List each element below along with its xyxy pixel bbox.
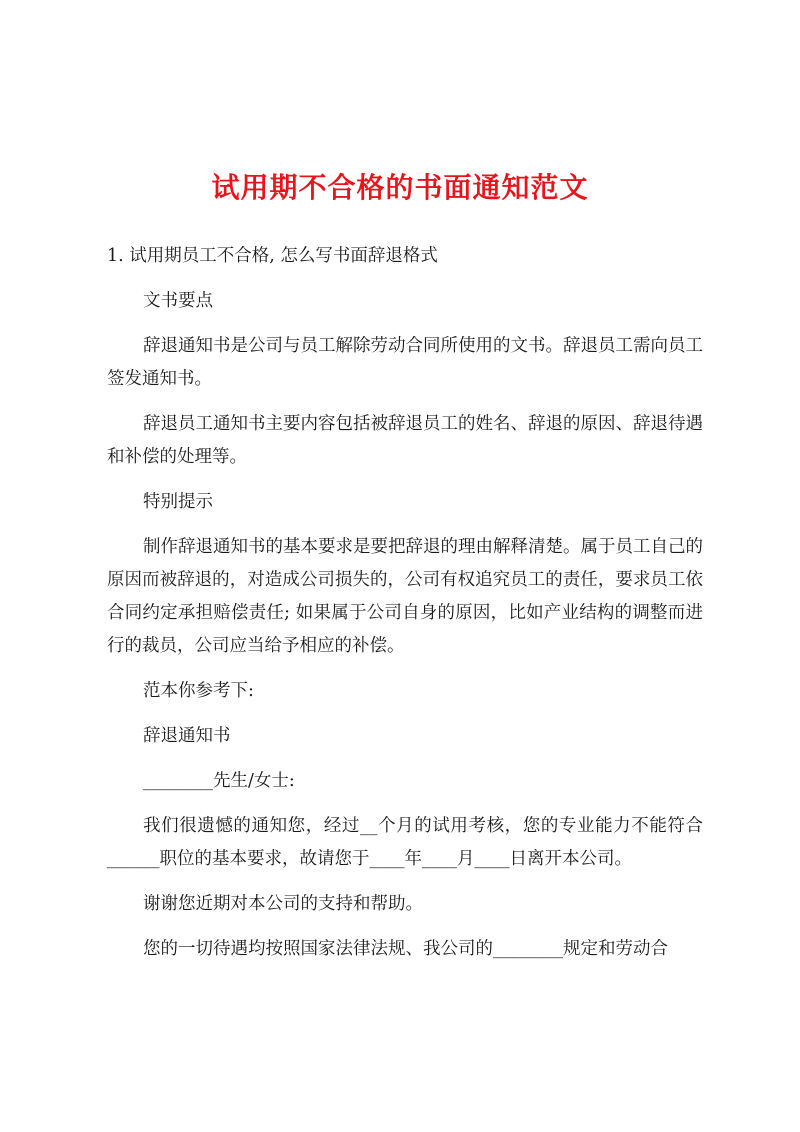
paragraph-requirements: 制作辞退通知书的基本要求是要把辞退的理由解释清楚。属于员工自己的原因而被辞退的，对造成公司损失的，公司有权追究员工的责任，要求员工依合同约定承担赔偿责任; 如果属于公司自身的原因，比如产业结构的调整而进行的裁员，公司应当给予相应的补偿。 (107, 537, 703, 656)
sample-paragraph-thanks: 谢谢您近期对本公司的支持和帮助。 (143, 894, 423, 914)
paragraph-content: 辞退员工通知书主要内容包括被辞退员工的姓名、辞退的原因、辞退待遇和补偿的处理等。 (107, 414, 703, 467)
sample-salutation: ________先生/女士: (143, 771, 295, 791)
sample-title: 辞退通知书 (143, 726, 231, 746)
subheading-special-note: 特别提示 (143, 492, 213, 512)
document-title: 试用期不合格的书面通知范文 (211, 171, 589, 204)
sample-paragraph-notice: 我们很遗憾的通知您，经过__个月的试用考核，您的专业能力不能符合______职位的基本要求，故请您于____年____月____日离开本公司。 (107, 816, 703, 869)
paragraph-definition: 辞退通知书是公司与员工解除劳动合同所使用的文书。辞退员工需向员工签发通知书。 (107, 336, 703, 389)
section-heading: 1. 试用期员工不合格, 怎么写书面辞退格式 (107, 246, 438, 266)
paragraph-sample-intro: 范本你参考下: (143, 681, 254, 701)
subheading-key-points: 文书要点 (143, 291, 213, 311)
sample-paragraph-treatment: 您的一切待遇均按照国家法律法规、我公司的________规定和劳动合 (143, 939, 668, 959)
document-body (107, 240, 703, 978)
